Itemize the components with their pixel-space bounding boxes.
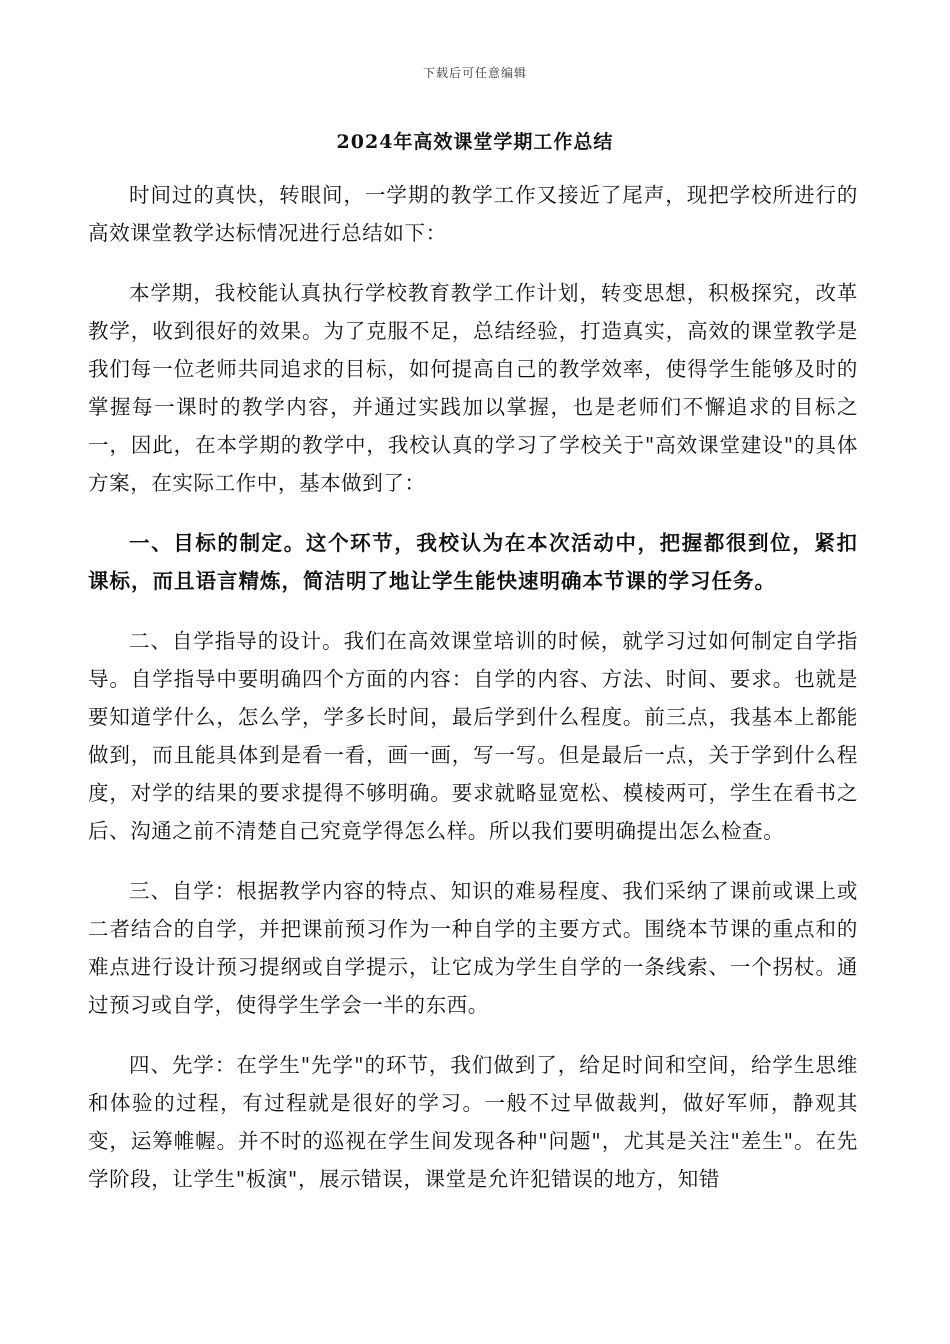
paragraph-semester-overview: 本学期，我校能认真执行学校教育教学工作计划，转变思想，积极探究，改革教学，收到很好的效果。为了克服不足，总结经验，打造真实，高效的课堂教学是我们每一位老师共同追求的目标，如何提高自己的教学效率，使得学生能够及时的掌握每一课时的教学内容，并通过实践加以掌握，也是老师们不懈追求的目标之一，因此，在本学期的教学中，我校认真的学习了学校关于"高效课堂建设"的具体方案，在实际工作中，基本做到了： <box>88 281 858 495</box>
paragraph-intro: 时间过的真快，转眼间，一学期的教学工作又接近了尾声，现把学校所进行的高效课堂教学达标情况进行总结如下： <box>88 183 858 245</box>
paragraph-self-study: 三、自学：根据教学内容的特点、知识的难易程度、我们采纳了课前或课上或二者结合的自学，并把课前预习作为一种自学的主要方式。围绕本节课的重点和的难点进行设计预习提纲或自学提示，让它成为学生自学的一条线索、一个拐杖。通过预习或自学，使得学生学会一半的东西。 <box>88 879 858 1017</box>
document-body <box>88 176 858 1220</box>
paragraph-self-study-guidance: 二、自学指导的设计。我们在高效课堂培训的时候，就学习过如何制定自学指导。自学指导中要明确四个方面的内容：自学的内容、方法、时间、要求。也就是要知道学什么，怎么学，学多长时间，最后学到什么程度。前三点，我基本上都能做到，而且能具体到是看一看，画一画，写一写。但是最后一点，关于学到什么程度，对学的结果的要求提得不够明确。要求就略显宽松、模棱两可，学生在看书之后、沟通之前不清楚自己究竟学得怎么样。所以我们要明确提出怎么检查。 <box>88 629 858 843</box>
document-title: 2024年高效课堂学期工作总结 <box>336 131 614 153</box>
paragraph-goal-setting: 一、目标的制定。这个环节，我校认为在本次活动中，把握都很到位，紧扣课标，而且语言精炼，简洁明了地让学生能快速明确本节课的学习任务。 <box>88 531 858 593</box>
paragraph-learn-first: 四、先学：在学生"先学"的环节，我们做到了，给足时间和空间，给学生思维和体验的过程，有过程就是很好的学习。一般不过早做裁判，做好军师，静观其变，运筹帷幄。并不时的巡视在学生间发现各种"问题"，尤其是关注"差生"。在先学阶段，让学生"板演"，展示错误，课堂是允许犯错误的地方，知错 <box>88 1053 858 1191</box>
header-note: 下载后可任意编辑 <box>422 66 527 80</box>
